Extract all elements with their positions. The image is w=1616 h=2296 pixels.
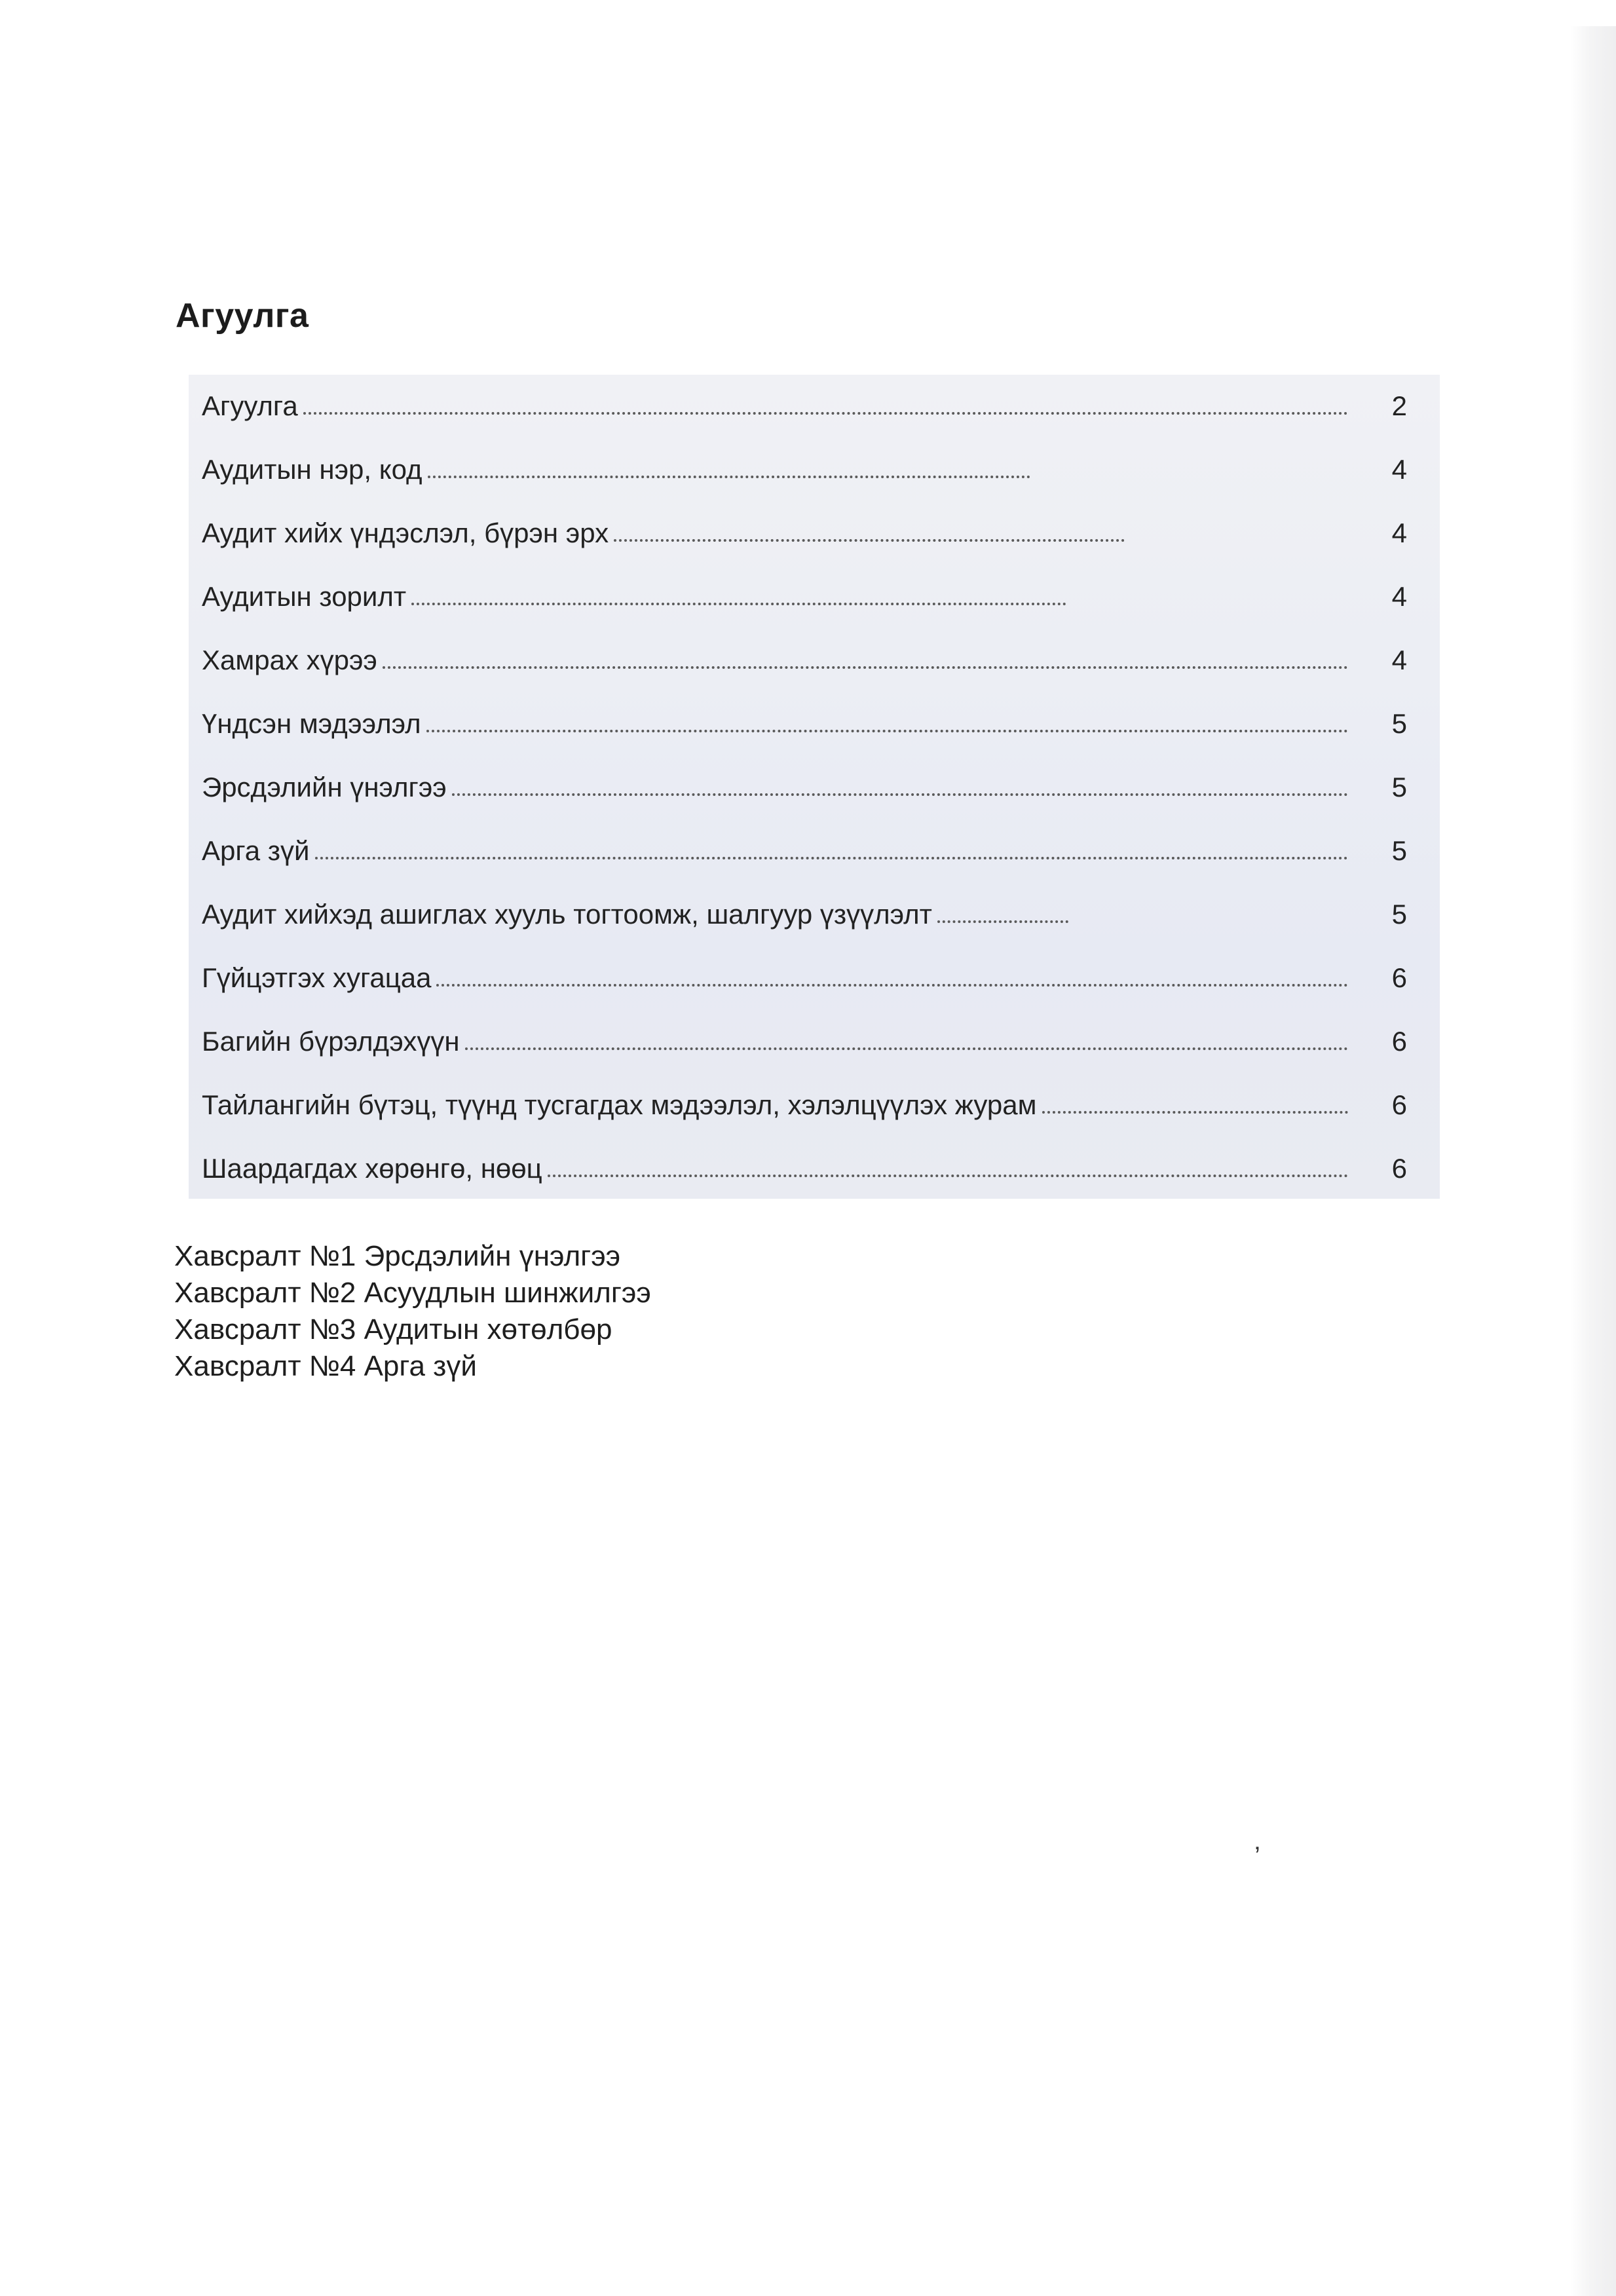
- toc-entry-page: 5: [1391, 835, 1407, 866]
- toc-entry[interactable]: [202, 629, 1407, 692]
- toc-entry-page: 4: [1391, 645, 1407, 675]
- toc-entry[interactable]: [202, 1010, 1407, 1073]
- toc-entry-page: 6: [1391, 962, 1407, 993]
- toc-entry[interactable]: [202, 883, 1407, 946]
- toc-dot-leader: [937, 920, 1068, 923]
- toc-entry[interactable]: [202, 438, 1407, 501]
- toc-entry-title: Эрсдэлийн үнэлгээ: [202, 772, 447, 802]
- toc-entry-page: 6: [1391, 1153, 1407, 1184]
- toc-entry[interactable]: [202, 947, 1407, 1009]
- toc-entry-title: Аудитын нэр, код: [202, 454, 423, 485]
- toc-entry-page: 2: [1391, 390, 1407, 421]
- toc-dot-leader: [303, 412, 1348, 415]
- toc-dot-leader: [465, 1047, 1348, 1050]
- scan-edge-shadow: [1570, 26, 1616, 2296]
- toc-entry-page: 6: [1391, 1026, 1407, 1057]
- toc-dot-leader: [315, 857, 1348, 859]
- toc-entry-page: 5: [1391, 899, 1407, 930]
- appendix-list: [174, 1238, 1091, 1385]
- toc-entry[interactable]: [202, 1074, 1407, 1137]
- toc-entry-title: Тайлангийн бүтэц, түүнд тусгагдах мэдээлэл, хэлэлцүүлэх журам: [202, 1089, 1037, 1120]
- toc-entry-title: Гүйцэтгэх хугацаа: [202, 962, 432, 993]
- appendix-item: Хавсралт №3 Аудитын хөтөлбөр: [174, 1313, 612, 1346]
- toc-entry-title: Аудит хийхэд ашиглах хууль тогтоомж, шалгуур үзүүлэлт: [202, 899, 932, 930]
- toc-entry[interactable]: [202, 756, 1407, 819]
- toc-entry-page: 5: [1391, 772, 1407, 802]
- toc-entry[interactable]: [202, 819, 1407, 882]
- toc-entry-title: Үндсэн мэдээлэл: [202, 708, 421, 739]
- toc-entry[interactable]: [202, 565, 1407, 628]
- toc-dot-leader: [548, 1175, 1348, 1177]
- toc-entry-title: Багийн бүрэлдэхүүн: [202, 1026, 460, 1057]
- toc-dot-leader: [411, 603, 1066, 605]
- toc-entry-page: 5: [1391, 708, 1407, 739]
- toc-entry-title: Аудитын зорилт: [202, 581, 407, 612]
- toc-dot-leader: [383, 666, 1348, 669]
- toc-entry-page: 4: [1391, 454, 1407, 485]
- toc-dot-leader: [452, 793, 1348, 796]
- toc-entry-title: Арга зүй: [202, 835, 310, 866]
- appendix-item: Хавсралт №2 Асуудлын шинжилгээ: [174, 1277, 651, 1309]
- toc-entry[interactable]: [202, 1137, 1407, 1200]
- toc-dot-leader: [428, 476, 1030, 478]
- toc-dot-leader: [436, 984, 1348, 987]
- toc-dot-leader: [614, 539, 1125, 542]
- scan-speck-icon: ‚: [1254, 1826, 1260, 1855]
- table-of-contents: [189, 375, 1440, 1199]
- toc-entry-page: 4: [1391, 518, 1407, 548]
- toc-entry-title: Шаардагдах хөрөнгө, нөөц: [202, 1153, 542, 1184]
- toc-entry-title: Аудит хийх үндэслэл, бүрэн эрх: [202, 518, 609, 548]
- toc-entry[interactable]: [202, 692, 1407, 755]
- toc-entry[interactable]: [202, 375, 1407, 438]
- toc-entry-page: 4: [1391, 581, 1407, 612]
- toc-entry[interactable]: [202, 502, 1407, 565]
- toc-dot-leader: [426, 730, 1348, 732]
- toc-dot-leader: [1042, 1111, 1349, 1114]
- appendix-item: Хавсралт №4 Арга зүй: [174, 1350, 477, 1382]
- page-title: Агуулга: [176, 297, 309, 335]
- toc-entry-title: Хамрах хүрээ: [202, 645, 377, 675]
- appendix-item: Хавсралт №1 Эрсдэлийн үнэлгээ: [174, 1240, 621, 1272]
- toc-entry-page: 6: [1391, 1089, 1407, 1120]
- toc-entry-title: Агуулга: [202, 390, 298, 421]
